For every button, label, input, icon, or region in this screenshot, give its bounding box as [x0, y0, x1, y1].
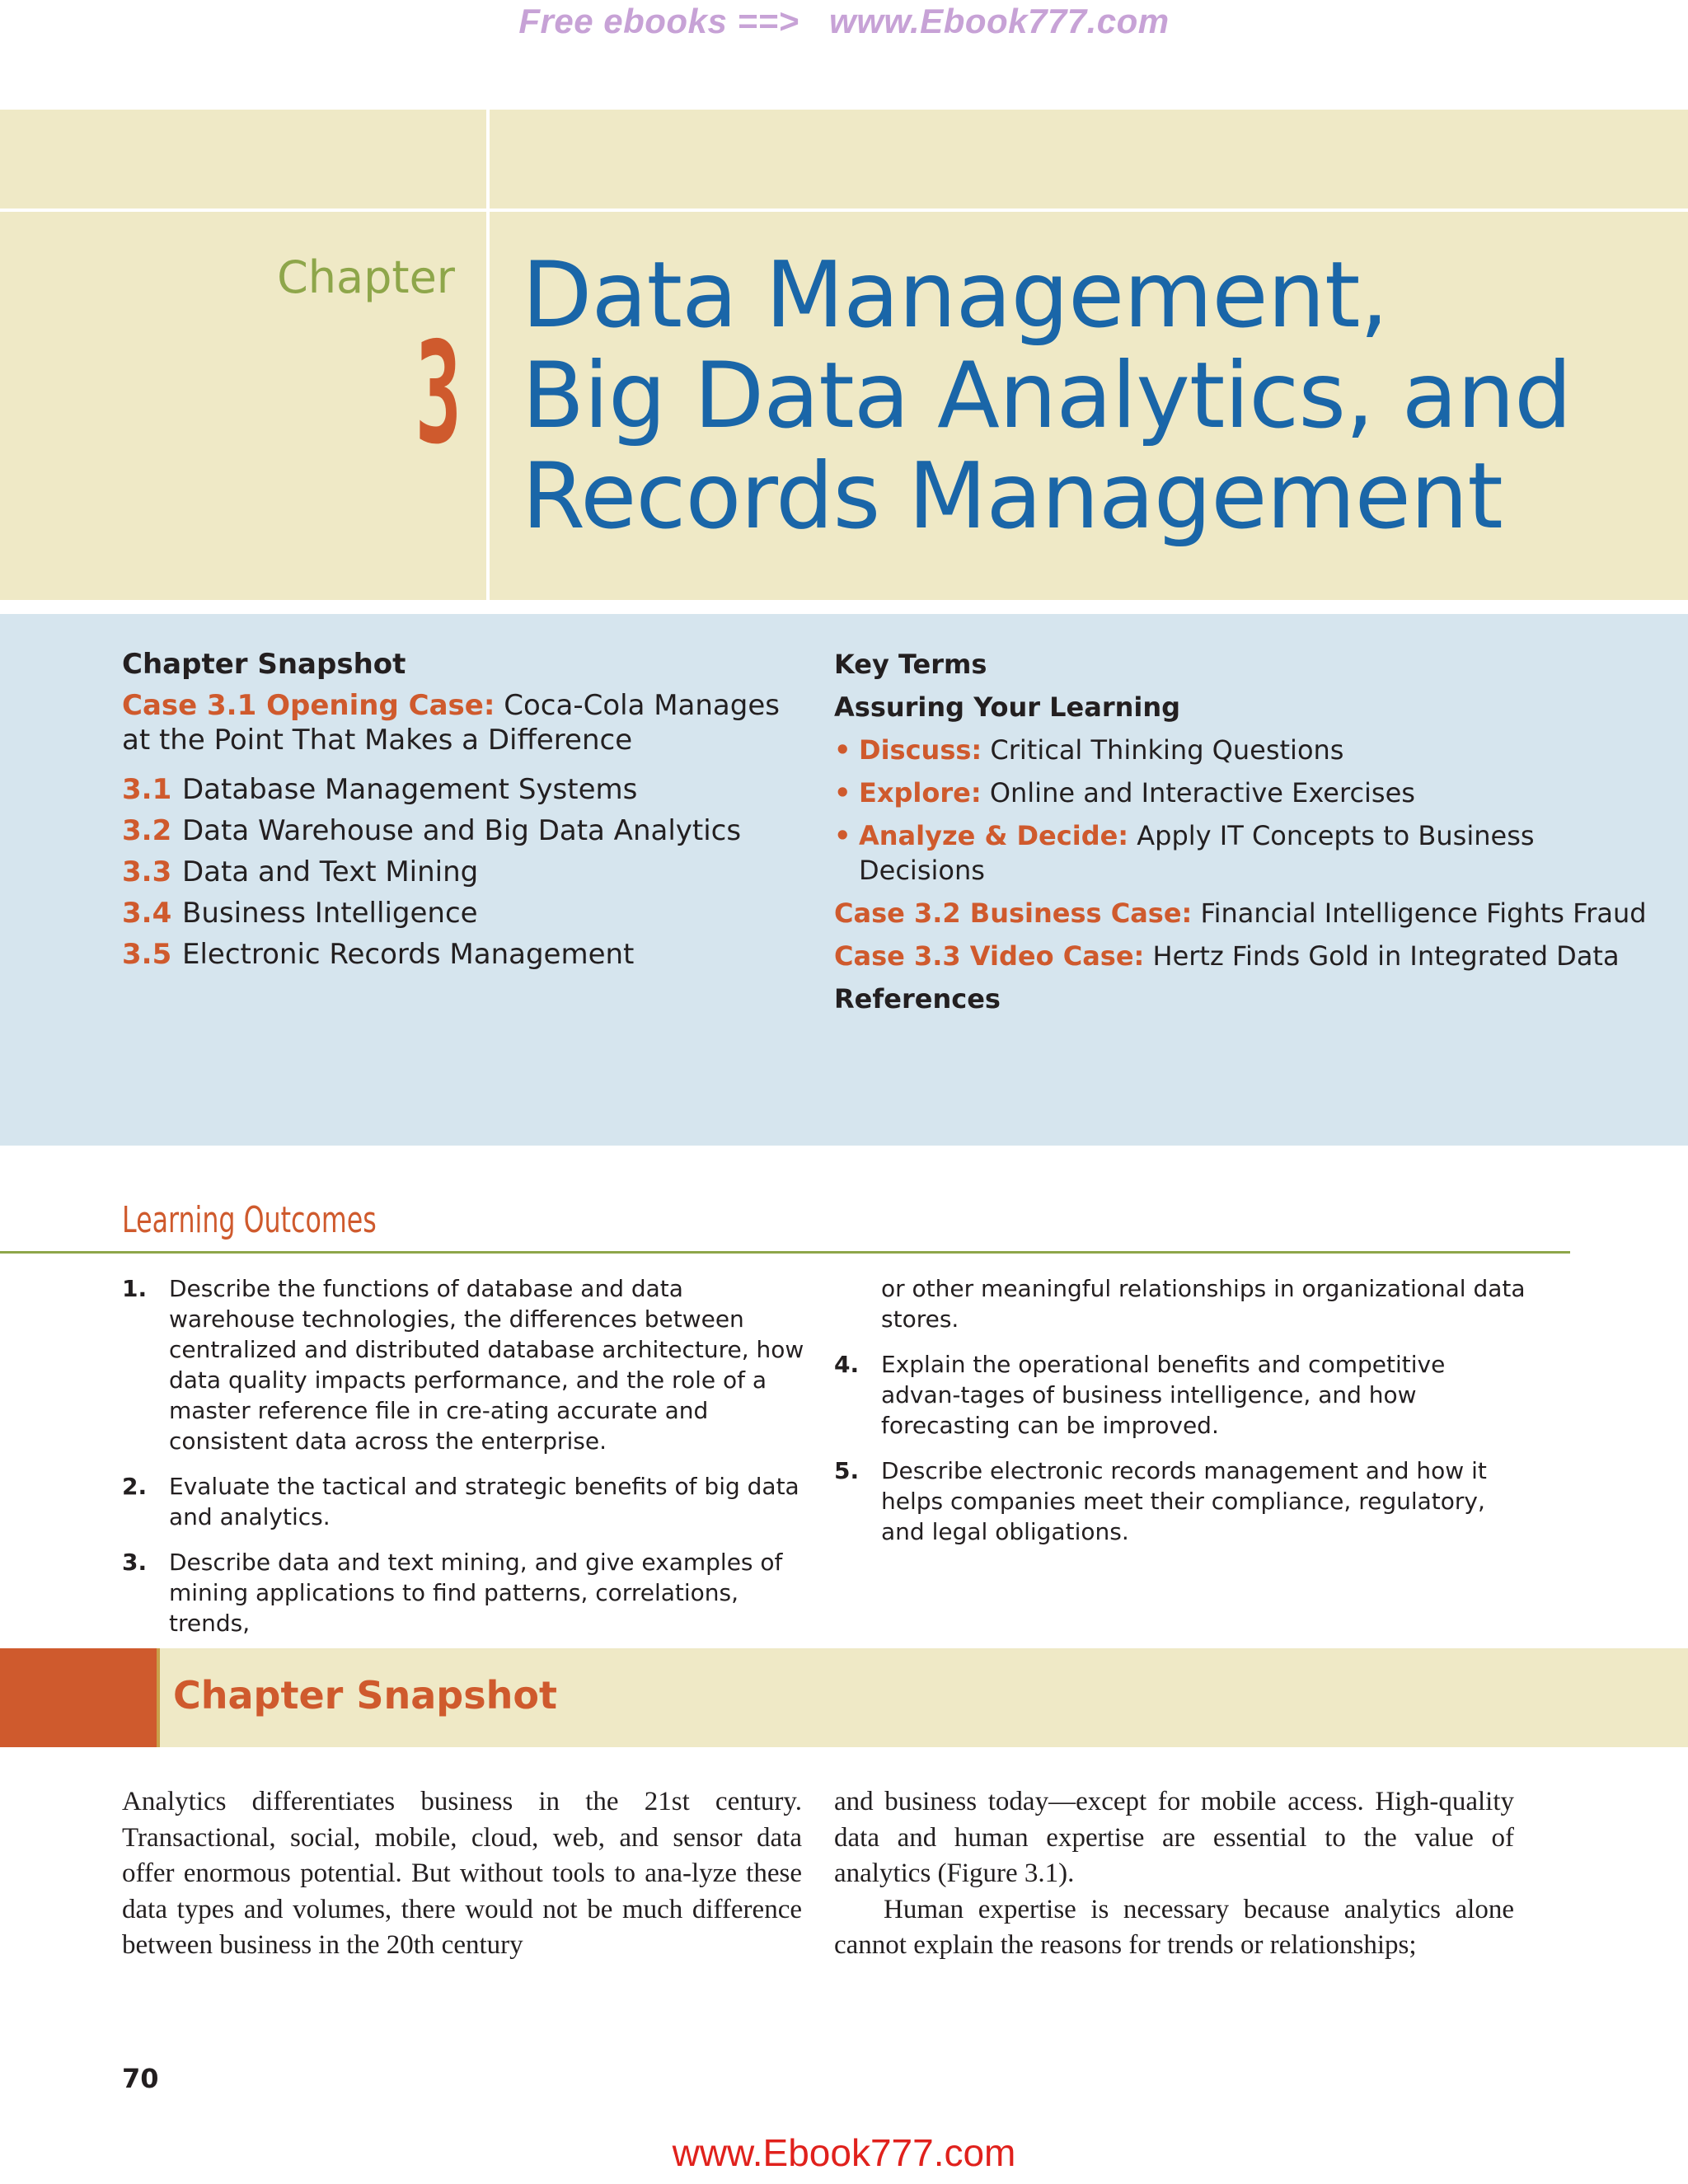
assuring-learning-item[interactable] — [834, 776, 1658, 810]
section-title: Electronic Records Management — [182, 938, 635, 971]
outcome-number: 4. — [834, 1351, 860, 1378]
case-title: Hertz Finds Gold in Integrated Data — [1144, 940, 1620, 972]
assuring-learning-item[interactable] — [834, 733, 1658, 767]
assuring-learning-list — [834, 733, 1658, 888]
outcome-text: Describe the functions of database and data warehouse technologies, the differences between centralized and distributed database architecture, how data quality impacts performance, and the role of a master reference file in cre-ating accurate and consistent data across the enterprise. — [169, 1275, 804, 1455]
learning-outcome-item — [122, 1547, 806, 1638]
section-number: 3.3 — [122, 855, 172, 888]
body-text-right-column — [834, 1784, 1514, 1964]
outcome-text: Evaluate the tactical and strategic benefits of big data and analytics. — [169, 1473, 799, 1530]
section-number: 3.5 — [122, 938, 172, 971]
opening-case-title: Coca-Cola Manages at the Point That Makes a Difference — [122, 689, 780, 757]
outcome-text: Describe data and text mining, and give examples of mining applications to find patterns, correlations, trends, — [169, 1549, 783, 1637]
learning-outcomes-heading: Learning Outcomes — [122, 1199, 377, 1241]
chapter-title-line: Data Management, — [522, 242, 1388, 349]
section-item[interactable] — [122, 896, 814, 930]
assuring-learning-heading: Assuring Your Learning — [834, 691, 1181, 723]
section-title: Data and Text Mining — [182, 855, 479, 888]
learning-outcome-item — [122, 1273, 806, 1456]
assuring-learning-text: Online and Interactive Exercises — [981, 777, 1415, 808]
chapter-snapshot-section-heading: Chapter Snapshot — [173, 1673, 557, 1718]
banner-separator — [157, 1648, 160, 1747]
body-text-left-column — [122, 1784, 802, 1964]
section-title: Business Intelligence — [182, 897, 478, 930]
section-number: 3.2 — [122, 814, 172, 847]
assuring-learning-label: Analyze & Decide: — [859, 820, 1129, 851]
outcome-number: 1. — [122, 1275, 148, 1302]
outcome-text: Explain the operational benefits and competitive advan-tages of business intelligence, and how forecasting can be improved. — [881, 1351, 1446, 1439]
section-item[interactable] — [122, 937, 814, 972]
snapshot-heading: Chapter Snapshot — [122, 648, 406, 681]
section-item[interactable] — [122, 772, 814, 807]
section-title: Data Warehouse and Big Data Analytics — [182, 814, 742, 847]
opening-case-label: Case 3.1 Opening Case: — [122, 689, 495, 722]
outcome-number: 3. — [122, 1549, 148, 1576]
section-number: 3.4 — [122, 897, 172, 930]
title-band-vertical-rule — [486, 110, 490, 600]
case-label: Case 3.2 Business Case: — [834, 898, 1193, 929]
learning-outcomes-rule — [0, 1251, 1570, 1254]
watermark-bottom: www.Ebook777.com — [672, 2131, 1016, 2174]
page-number: 70 — [122, 2063, 159, 2094]
body-paragraph: and business today—except for mobile access. High-quality data and human expertise are essential to the value of analytics (Figure 3.1). — [834, 1787, 1514, 1888]
case-label: Case 3.3 Video Case: — [834, 940, 1145, 972]
section-list — [122, 772, 814, 972]
opening-case-link[interactable] — [122, 688, 814, 757]
body-paragraph: Analytics differentiates business in the 21st century. Transactional, social, mobile, cloud, web, and sensor data offer enormous potential. But without tools to ana-lyze these data types and volumes, there would not be much difference between business in the 20th century — [122, 1787, 802, 1960]
assuring-learning-text: Critical Thinking Questions — [982, 734, 1344, 766]
section-item[interactable] — [122, 813, 814, 848]
chapter-snapshot-box — [0, 614, 1688, 1146]
outcome-continuation-text: or other meaningful relationships in organizational data stores. — [881, 1275, 1526, 1333]
assuring-learning-text: Apply IT Concepts to Business Decisions — [859, 820, 1535, 886]
chapter-snapshot-section-banner — [0, 1648, 1688, 1747]
references-link[interactable]: References — [834, 983, 1001, 1015]
chapter-label: Chapter — [277, 251, 455, 303]
key-terms-link[interactable]: Key Terms — [834, 649, 987, 680]
section-item[interactable] — [122, 855, 814, 889]
chapter-title-line: Big Data Analytics, and — [522, 343, 1572, 449]
outcome-number: 5. — [834, 1457, 860, 1484]
chapter-title-band — [0, 110, 1688, 600]
title-band-horizontal-rule — [0, 209, 1688, 212]
outcome-number: 2. — [122, 1473, 148, 1500]
snapshot-left-column — [122, 647, 814, 978]
learning-outcome-item — [834, 1349, 1526, 1441]
assuring-learning-label: Discuss: — [859, 734, 982, 766]
section-title: Database Management Systems — [182, 773, 638, 806]
learning-outcome-item — [122, 1471, 806, 1532]
watermark-top: Free ebooks ==> www.Ebook777.com — [518, 2, 1170, 40]
assuring-learning-item[interactable] — [834, 818, 1658, 888]
business-case-link[interactable] — [834, 896, 1658, 930]
chapter-number: 3 — [415, 312, 462, 476]
body-paragraph: Human expertise is necessary because analytics alone cannot explain the reasons for trends or relationships; — [834, 1894, 1514, 1960]
learning-outcomes-right-column — [834, 1273, 1526, 1562]
snapshot-right-column — [834, 647, 1658, 1024]
banner-accent-block — [0, 1648, 157, 1747]
case-title: Financial Intelligence Fights Fraud — [1192, 898, 1647, 929]
outcome-text: Describe electronic records management and how it helps companies meet their compliance, regulatory, and legal obligations. — [881, 1457, 1487, 1545]
video-case-link[interactable] — [834, 939, 1658, 973]
learning-outcomes-left-column — [122, 1273, 806, 1653]
section-number: 3.1 — [122, 773, 172, 806]
learning-outcome-item — [834, 1455, 1526, 1547]
chapter-title — [522, 242, 1676, 550]
chapter-title-line: Records Management — [522, 443, 1503, 550]
assuring-learning-label: Explore: — [859, 777, 982, 808]
